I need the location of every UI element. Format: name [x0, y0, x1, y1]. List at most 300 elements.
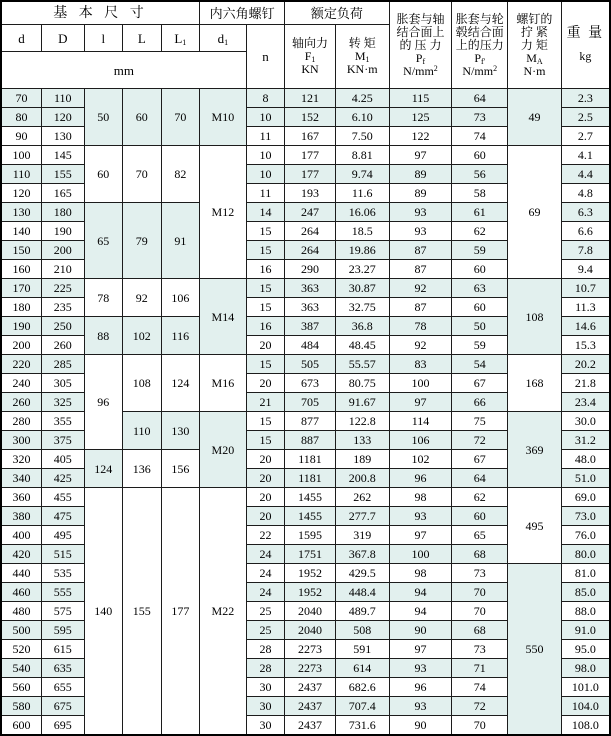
cell-n: 20 — [246, 336, 285, 355]
cell-D: 120 — [42, 108, 85, 127]
cell-weight: 81.0 — [561, 564, 610, 583]
cell-D: 695 — [42, 716, 85, 736]
cell-weight: 88.0 — [561, 602, 610, 621]
cell-axial-force: 887 — [285, 431, 336, 450]
cell-n: 11 — [246, 184, 285, 203]
cell-hub-pressure: 50 — [452, 317, 508, 336]
header-shaft-pressure: 胀套与轴 结合面上 的 压 力 $P_f$ $N/mm^2$ — [389, 1, 452, 89]
cell-weight: 2.3 — [561, 89, 610, 108]
cell-torque: 91.67 — [335, 393, 389, 412]
cell-hub-pressure: 60 — [452, 260, 508, 279]
cell-axial-force: 152 — [285, 108, 336, 127]
cell-axial-force: 2273 — [285, 659, 336, 678]
cell-d: 480 — [1, 602, 42, 621]
col-header-d1: $d_1$ — [200, 25, 247, 52]
cell-D: 285 — [42, 355, 85, 374]
cell-d: 500 — [1, 621, 42, 640]
cell-n: 24 — [246, 545, 285, 564]
cell-axial-force: 264 — [285, 222, 336, 241]
cell-tightening-torque: 69 — [508, 146, 562, 279]
cell-shaft-pressure: 93 — [389, 697, 452, 716]
cell-n: 20 — [246, 469, 285, 488]
cell-torque: 707.4 — [335, 697, 389, 716]
cell-axial-force: 264 — [285, 241, 336, 260]
cell-axial-force: 121 — [285, 89, 336, 108]
cell-D: 180 — [42, 203, 85, 222]
cell-axial-force: 177 — [285, 165, 336, 184]
cell-shaft-pressure: 100 — [389, 545, 452, 564]
cell-d: 420 — [1, 545, 42, 564]
cell-axial-force: 290 — [285, 260, 336, 279]
cell-shaft-pressure: 98 — [389, 564, 452, 583]
cell-axial-force: 363 — [285, 279, 336, 298]
cell-axial-force: 167 — [285, 127, 336, 146]
cell-torque: 614 — [335, 659, 389, 678]
cell-l: 78 — [84, 279, 122, 317]
cell-axial-force: 2040 — [285, 602, 336, 621]
cell-axial-force: 1952 — [285, 564, 336, 583]
cell-L1: 70 — [161, 89, 200, 146]
cell-shaft-pressure: 87 — [389, 241, 452, 260]
cell-shaft-pressure: 93 — [389, 222, 452, 241]
cell-hub-pressure: 70 — [452, 583, 508, 602]
cell-torque: 80.75 — [335, 374, 389, 393]
cell-torque: 682.6 — [335, 678, 389, 697]
cell-tightening-torque: 369 — [508, 412, 562, 488]
cell-axial-force: 2040 — [285, 621, 336, 640]
col-header-l: l — [84, 25, 122, 52]
cell-n: 15 — [246, 279, 285, 298]
cell-n: 15 — [246, 355, 285, 374]
cell-l: 140 — [84, 488, 122, 736]
cell-shaft-pressure: 115 — [389, 89, 452, 108]
cell-weight: 101.0 — [561, 678, 610, 697]
cell-hub-pressure: 56 — [452, 165, 508, 184]
cell-D: 475 — [42, 507, 85, 526]
cell-torque: 48.45 — [335, 336, 389, 355]
cell-weight: 104.0 — [561, 697, 610, 716]
cell-torque: 262 — [335, 488, 389, 507]
cell-torque: 8.81 — [335, 146, 389, 165]
cell-D: 200 — [42, 241, 85, 260]
cell-L1: 91 — [161, 203, 200, 279]
cell-weight: 85.0 — [561, 583, 610, 602]
col-header-d: d — [1, 25, 42, 52]
cell-d: 220 — [1, 355, 42, 374]
cell-D: 615 — [42, 640, 85, 659]
cell-d: 580 — [1, 697, 42, 716]
cell-D: 325 — [42, 393, 85, 412]
cell-shaft-pressure: 97 — [389, 526, 452, 545]
cell-shaft-pressure: 90 — [389, 716, 452, 736]
cell-D: 305 — [42, 374, 85, 393]
cell-weight: 20.2 — [561, 355, 610, 374]
cell-D: 355 — [42, 412, 85, 431]
cell-n: 21 — [246, 393, 285, 412]
header-tightening-torque: 螺钉的 拧 紧 力 矩 $M_A$ N·m — [508, 1, 562, 89]
cell-d1: M22 — [200, 488, 247, 736]
cell-n: 20 — [246, 488, 285, 507]
cell-torque: 448.4 — [335, 583, 389, 602]
cell-tightening-torque: 49 — [508, 89, 562, 146]
cell-axial-force: 1181 — [285, 469, 336, 488]
cell-l: 96 — [84, 355, 122, 450]
header-rated-load: 额定负荷 — [285, 1, 389, 25]
cell-hub-pressure: 59 — [452, 336, 508, 355]
cell-d: 260 — [1, 393, 42, 412]
cell-shaft-pressure: 90 — [389, 621, 452, 640]
cell-torque: 9.74 — [335, 165, 389, 184]
cell-D: 130 — [42, 127, 85, 146]
cell-hub-pressure: 67 — [452, 374, 508, 393]
cell-D: 555 — [42, 583, 85, 602]
cell-shaft-pressure: 96 — [389, 469, 452, 488]
cell-weight: 31.2 — [561, 431, 610, 450]
cell-weight: 11.3 — [561, 298, 610, 317]
cell-shaft-pressure: 93 — [389, 203, 452, 222]
cell-axial-force: 247 — [285, 203, 336, 222]
cell-hub-pressure: 64 — [452, 469, 508, 488]
cell-hub-pressure: 68 — [452, 545, 508, 564]
cell-axial-force: 2273 — [285, 640, 336, 659]
cell-weight: 98.0 — [561, 659, 610, 678]
cell-hub-pressure: 74 — [452, 127, 508, 146]
cell-torque: 189 — [335, 450, 389, 469]
cell-n: 15 — [246, 298, 285, 317]
cell-axial-force: 1455 — [285, 507, 336, 526]
cell-tightening-torque: 168 — [508, 355, 562, 412]
cell-hub-pressure: 73 — [452, 564, 508, 583]
cell-torque: 731.6 — [335, 716, 389, 736]
cell-weight: 14.6 — [561, 317, 610, 336]
cell-d1: M20 — [200, 412, 247, 488]
cell-D: 260 — [42, 336, 85, 355]
cell-L1: 130 — [161, 412, 200, 450]
cell-torque: 36.8 — [335, 317, 389, 336]
cell-weight: 30.0 — [561, 412, 610, 431]
cell-torque: 23.27 — [335, 260, 389, 279]
cell-weight: 9.4 — [561, 260, 610, 279]
cell-weight: 4.4 — [561, 165, 610, 184]
cell-shaft-pressure: 98 — [389, 488, 452, 507]
cell-torque: 6.10 — [335, 108, 389, 127]
cell-d1: M10 — [200, 89, 247, 146]
cell-d: 180 — [1, 298, 42, 317]
cell-n: 15 — [246, 412, 285, 431]
cell-torque: 508 — [335, 621, 389, 640]
cell-d: 460 — [1, 583, 42, 602]
cell-L1: 106 — [161, 279, 200, 317]
cell-n: 16 — [246, 260, 285, 279]
cell-weight: 69.0 — [561, 488, 610, 507]
header-hex-socket-screw: 内六角螺钉 — [200, 1, 285, 25]
cell-d: 520 — [1, 640, 42, 659]
cell-L1: 82 — [161, 146, 200, 203]
cell-weight: 4.8 — [561, 184, 610, 203]
cell-d: 340 — [1, 469, 42, 488]
cell-shaft-pressure: 122 — [389, 127, 452, 146]
cell-D: 190 — [42, 222, 85, 241]
cell-shaft-pressure: 92 — [389, 336, 452, 355]
cell-D: 405 — [42, 450, 85, 469]
cell-weight: 51.0 — [561, 469, 610, 488]
cell-n: 14 — [246, 203, 285, 222]
cell-d: 120 — [1, 184, 42, 203]
cell-n: 25 — [246, 621, 285, 640]
cell-shaft-pressure: 93 — [389, 507, 452, 526]
cell-torque: 4.25 — [335, 89, 389, 108]
cell-d: 300 — [1, 431, 42, 450]
cell-hub-pressure: 58 — [452, 184, 508, 203]
cell-hub-pressure: 59 — [452, 241, 508, 260]
cell-D: 155 — [42, 165, 85, 184]
col-header-L1: $L_1$ — [161, 25, 200, 52]
cell-hub-pressure: 72 — [452, 697, 508, 716]
cell-d: 560 — [1, 678, 42, 697]
cell-L: 155 — [123, 488, 161, 736]
cell-n: 30 — [246, 678, 285, 697]
cell-n: 30 — [246, 716, 285, 736]
cell-D: 675 — [42, 697, 85, 716]
header-hub-pressure: 胀套与轮 毂结合面 上的压力 $P_{f'}$ $N/mm^2$ — [452, 1, 508, 89]
cell-d: 130 — [1, 203, 42, 222]
cell-weight: 23.4 — [561, 393, 610, 412]
header-basic-dimensions: 基 本 尺 寸 — [1, 1, 200, 25]
cell-D: 595 — [42, 621, 85, 640]
cell-hub-pressure: 60 — [452, 298, 508, 317]
cell-torque: 591 — [335, 640, 389, 659]
cell-D: 635 — [42, 659, 85, 678]
cell-D: 225 — [42, 279, 85, 298]
cell-weight: 15.3 — [561, 336, 610, 355]
cell-axial-force: 1952 — [285, 583, 336, 602]
cell-d: 360 — [1, 488, 42, 507]
cell-d: 100 — [1, 146, 42, 165]
cell-axial-force: 1595 — [285, 526, 336, 545]
cell-axial-force: 193 — [285, 184, 336, 203]
cell-hub-pressure: 73 — [452, 640, 508, 659]
cell-d: 440 — [1, 564, 42, 583]
cell-tightening-torque: 550 — [508, 564, 562, 736]
col-header-L: L — [123, 25, 161, 52]
cell-weight: 91.0 — [561, 621, 610, 640]
cell-n: 24 — [246, 583, 285, 602]
cell-L: 110 — [123, 412, 161, 450]
cell-l: 60 — [84, 146, 122, 203]
cell-axial-force: 2437 — [285, 678, 336, 697]
cell-n: 28 — [246, 640, 285, 659]
cell-torque: 277.7 — [335, 507, 389, 526]
cell-axial-force: 1181 — [285, 450, 336, 469]
cell-axial-force: 177 — [285, 146, 336, 165]
cell-shaft-pressure: 78 — [389, 317, 452, 336]
cell-shaft-pressure: 87 — [389, 298, 452, 317]
cell-d1: M14 — [200, 279, 247, 355]
cell-d: 170 — [1, 279, 42, 298]
cell-weight: 10.7 — [561, 279, 610, 298]
cell-d: 400 — [1, 526, 42, 545]
cell-hub-pressure: 72 — [452, 431, 508, 450]
cell-D: 210 — [42, 260, 85, 279]
cell-torque: 16.06 — [335, 203, 389, 222]
cell-L: 108 — [123, 355, 161, 412]
cell-weight: 48.0 — [561, 450, 610, 469]
cell-hub-pressure: 60 — [452, 507, 508, 526]
cell-n: 25 — [246, 602, 285, 621]
cell-weight: 108.0 — [561, 716, 610, 736]
cell-hub-pressure: 70 — [452, 602, 508, 621]
cell-shaft-pressure: 93 — [389, 659, 452, 678]
cell-torque: 19.86 — [335, 241, 389, 260]
cell-axial-force: 1455 — [285, 488, 336, 507]
cell-l: 124 — [84, 450, 122, 488]
cell-shaft-pressure: 87 — [389, 260, 452, 279]
cell-torque: 7.50 — [335, 127, 389, 146]
cell-hub-pressure: 66 — [452, 393, 508, 412]
cell-shaft-pressure: 92 — [389, 279, 452, 298]
cell-d: 110 — [1, 165, 42, 184]
cell-n: 22 — [246, 526, 285, 545]
cell-hub-pressure: 54 — [452, 355, 508, 374]
cell-d: 320 — [1, 450, 42, 469]
cell-shaft-pressure: 97 — [389, 640, 452, 659]
cell-hub-pressure: 62 — [452, 222, 508, 241]
cell-n: 10 — [246, 146, 285, 165]
cell-d: 600 — [1, 716, 42, 736]
cell-torque: 11.6 — [335, 184, 389, 203]
cell-hub-pressure: 74 — [452, 678, 508, 697]
cell-n: 10 — [246, 165, 285, 184]
cell-n: 11 — [246, 127, 285, 146]
cell-axial-force: 484 — [285, 336, 336, 355]
cell-hub-pressure: 63 — [452, 279, 508, 298]
cell-d: 80 — [1, 108, 42, 127]
header-weight: 重 量 kg — [561, 1, 610, 89]
cell-L1: 177 — [161, 488, 200, 736]
cell-torque: 55.57 — [335, 355, 389, 374]
cell-D: 535 — [42, 564, 85, 583]
cell-l: 65 — [84, 203, 122, 279]
cell-shaft-pressure: 94 — [389, 583, 452, 602]
cell-hub-pressure: 62 — [452, 488, 508, 507]
cell-D: 375 — [42, 431, 85, 450]
cell-L: 70 — [123, 146, 161, 203]
cell-shaft-pressure: 100 — [389, 374, 452, 393]
cell-d: 70 — [1, 89, 42, 108]
cell-weight: 6.3 — [561, 203, 610, 222]
cell-L1: 116 — [161, 317, 200, 355]
unit-mm-cell: mm — [1, 52, 246, 89]
cell-weight: 76.0 — [561, 526, 610, 545]
cell-hub-pressure: 73 — [452, 108, 508, 127]
cell-D: 110 — [42, 89, 85, 108]
col-header-torque: 转 矩 $M_1$ KN·m — [335, 25, 389, 89]
cell-tightening-torque: 108 — [508, 279, 562, 355]
cell-torque: 133 — [335, 431, 389, 450]
cell-D: 425 — [42, 469, 85, 488]
cell-weight: 2.5 — [561, 108, 610, 127]
cell-L1: 124 — [161, 355, 200, 412]
cell-d: 140 — [1, 222, 42, 241]
col-header-D: D — [42, 25, 85, 52]
cell-L: 92 — [123, 279, 161, 317]
cell-d: 160 — [1, 260, 42, 279]
cell-n: 10 — [246, 108, 285, 127]
cell-d: 150 — [1, 241, 42, 260]
cell-D: 165 — [42, 184, 85, 203]
cell-L: 79 — [123, 203, 161, 279]
cell-L: 102 — [123, 317, 161, 355]
cell-axial-force: 363 — [285, 298, 336, 317]
cell-shaft-pressure: 96 — [389, 678, 452, 697]
col-header-axial-force: 轴向力 $F_1$ KN — [285, 25, 336, 89]
cell-n: 16 — [246, 317, 285, 336]
cell-axial-force: 387 — [285, 317, 336, 336]
cell-n: 30 — [246, 697, 285, 716]
cell-l: 50 — [84, 89, 122, 146]
cell-shaft-pressure: 89 — [389, 184, 452, 203]
cell-n: 24 — [246, 564, 285, 583]
cell-tightening-torque: 495 — [508, 488, 562, 564]
cell-weight: 95.0 — [561, 640, 610, 659]
cell-torque: 30.87 — [335, 279, 389, 298]
cell-weight: 4.1 — [561, 146, 610, 165]
cell-hub-pressure: 60 — [452, 146, 508, 165]
cell-axial-force: 2437 — [285, 716, 336, 736]
cell-hub-pressure: 67 — [452, 450, 508, 469]
cell-D: 235 — [42, 298, 85, 317]
cell-L: 136 — [123, 450, 161, 488]
cell-hub-pressure: 61 — [452, 203, 508, 222]
cell-axial-force: 705 — [285, 393, 336, 412]
cell-shaft-pressure: 97 — [389, 393, 452, 412]
cell-D: 575 — [42, 602, 85, 621]
cell-d: 380 — [1, 507, 42, 526]
cell-axial-force: 673 — [285, 374, 336, 393]
table-header — [1, 1, 610, 89]
cell-weight: 73.0 — [561, 507, 610, 526]
cell-D: 250 — [42, 317, 85, 336]
cell-torque: 489.7 — [335, 602, 389, 621]
cell-weight: 2.7 — [561, 127, 610, 146]
cell-torque: 200.8 — [335, 469, 389, 488]
cell-weight: 21.8 — [561, 374, 610, 393]
cell-torque: 18.5 — [335, 222, 389, 241]
cell-L1: 156 — [161, 450, 200, 488]
cell-axial-force: 877 — [285, 412, 336, 431]
cell-shaft-pressure: 106 — [389, 431, 452, 450]
cell-torque: 429.5 — [335, 564, 389, 583]
col-header-n: n — [246, 25, 285, 89]
cell-hub-pressure: 75 — [452, 412, 508, 431]
cell-shaft-pressure: 102 — [389, 450, 452, 469]
cell-n: 15 — [246, 431, 285, 450]
cell-n: 20 — [246, 450, 285, 469]
cell-L: 60 — [123, 89, 161, 146]
cell-D: 655 — [42, 678, 85, 697]
cell-n: 28 — [246, 659, 285, 678]
cell-hub-pressure: 64 — [452, 89, 508, 108]
cell-n: 15 — [246, 222, 285, 241]
cell-hub-pressure: 71 — [452, 659, 508, 678]
cell-d: 90 — [1, 127, 42, 146]
cell-hub-pressure: 68 — [452, 621, 508, 640]
cell-d1: M16 — [200, 355, 247, 412]
cell-n: 8 — [246, 89, 285, 108]
cell-n: 15 — [246, 241, 285, 260]
cell-hub-pressure: 70 — [452, 716, 508, 736]
cell-shaft-pressure: 89 — [389, 165, 452, 184]
